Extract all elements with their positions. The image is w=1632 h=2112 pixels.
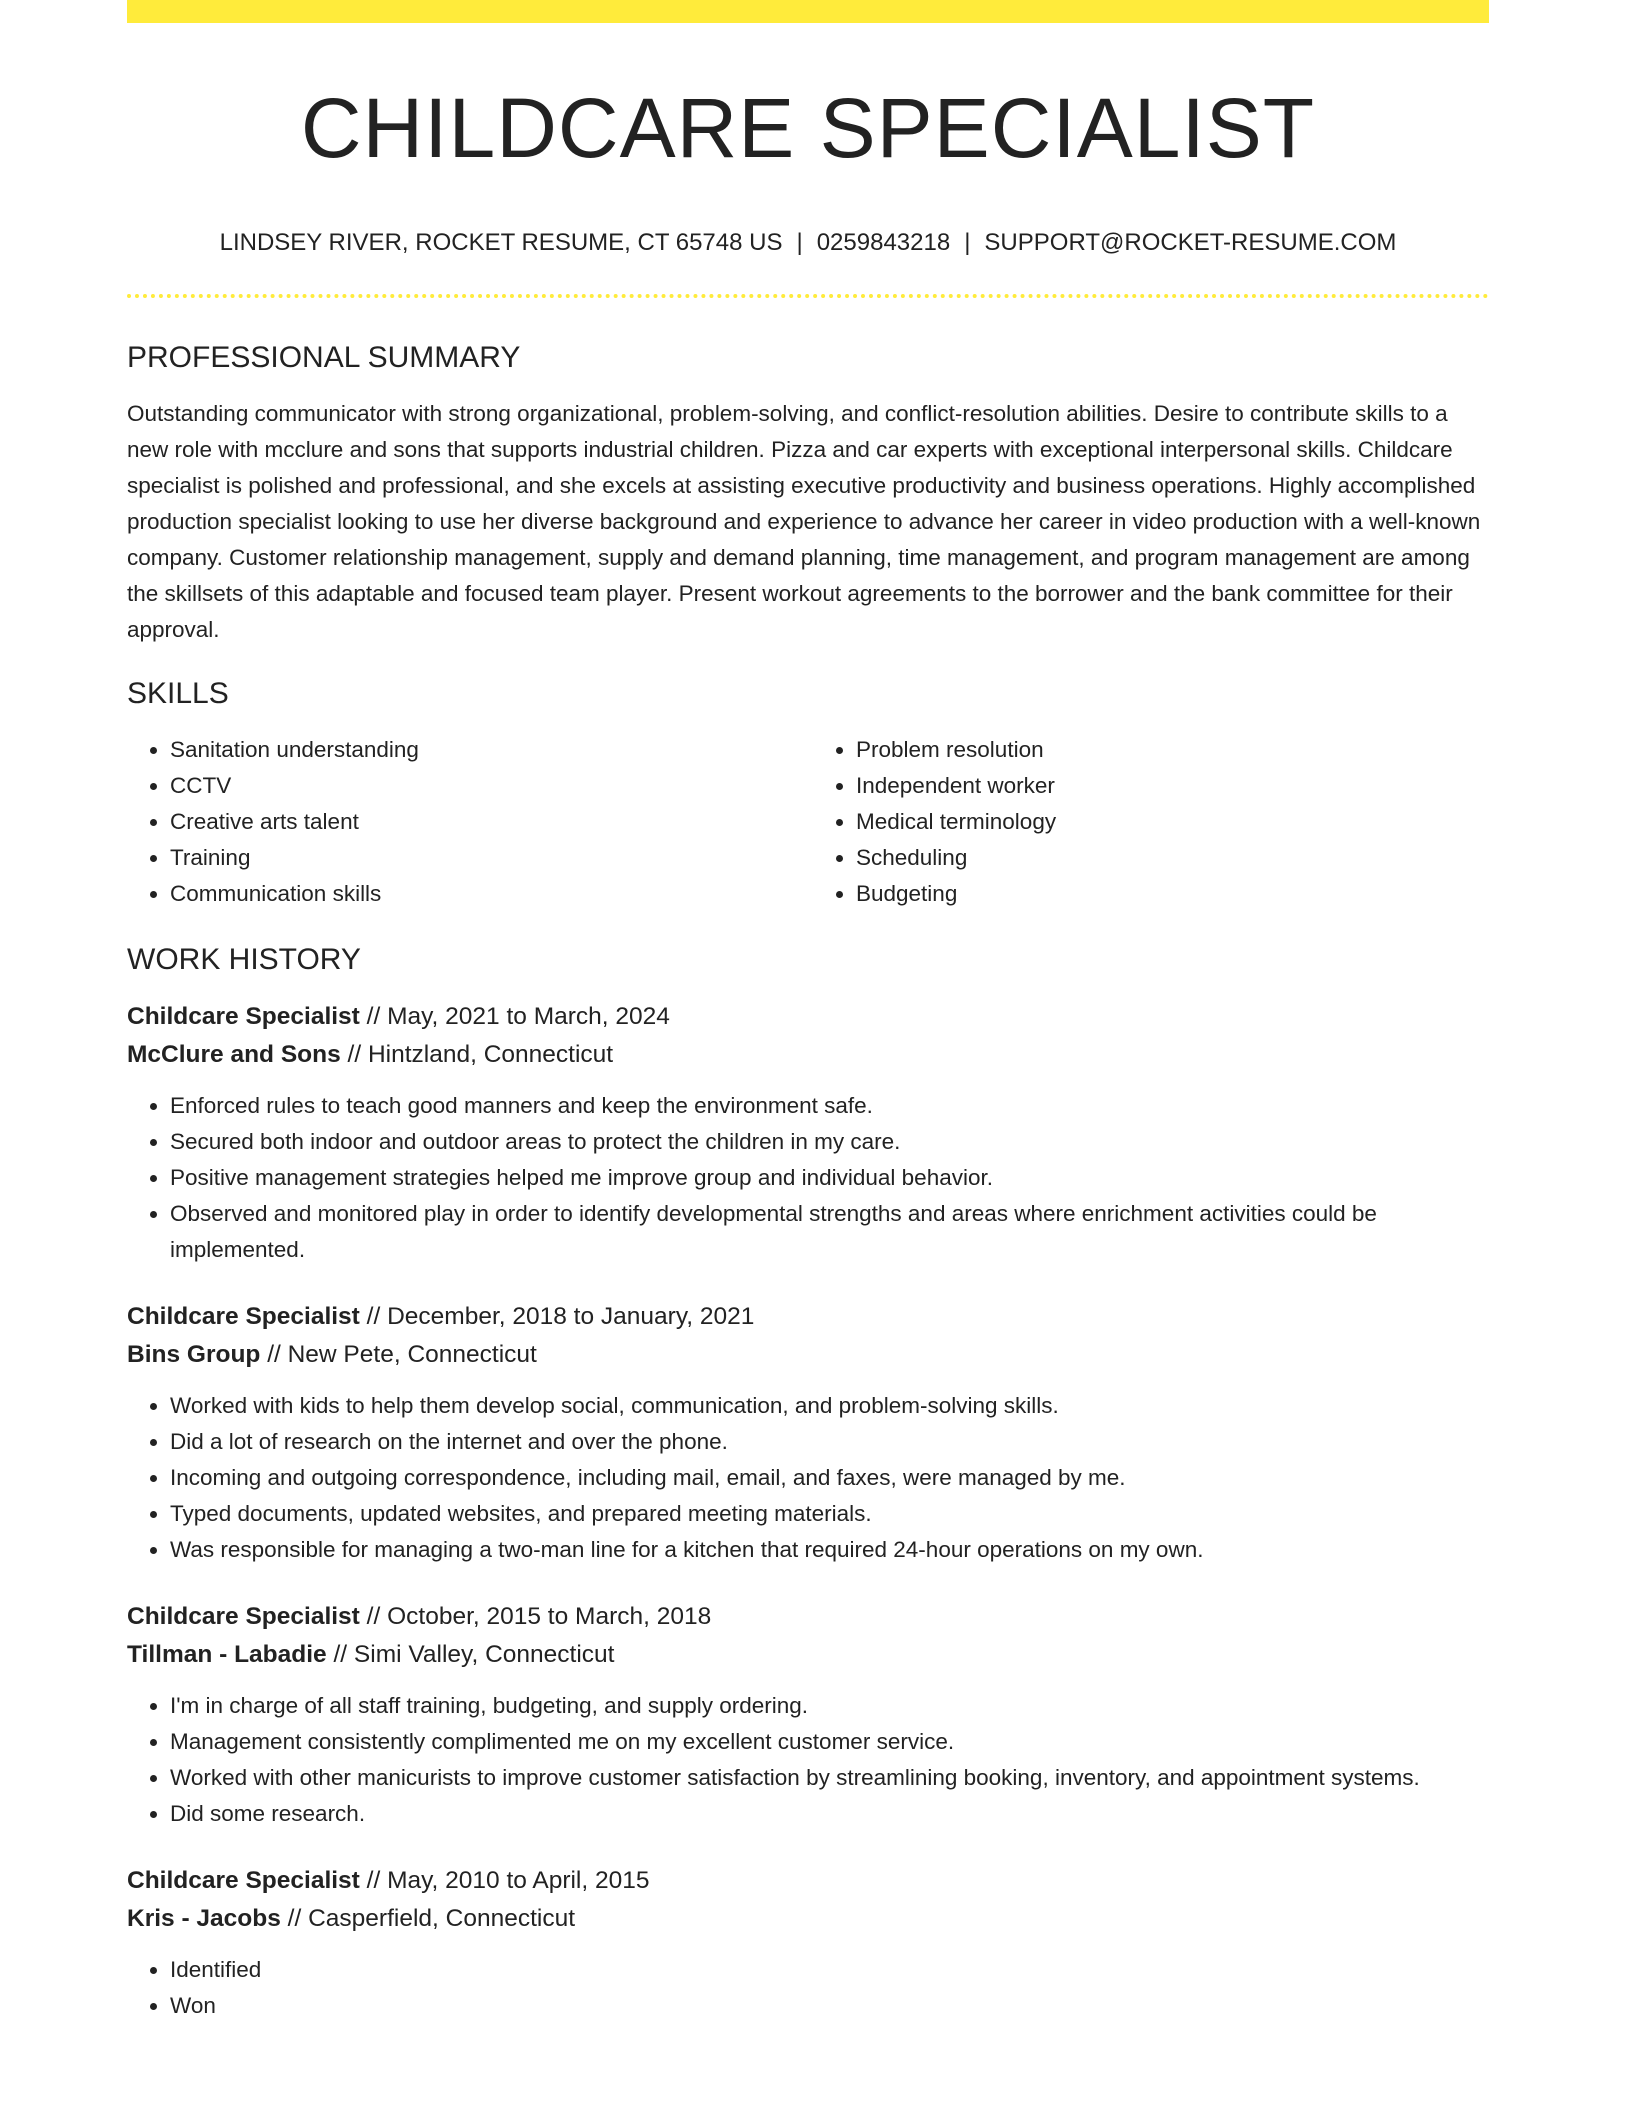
resume-title: CHILDCARE SPECIALIST [300,81,1316,175]
job-entry [127,998,1489,1268]
job-title: Childcare Specialist [127,1003,360,1030]
summary-heading: PROFESSIONAL SUMMARY [127,341,521,374]
skill-item: • Budgeting [856,876,1489,912]
job-dates: // May, 2010 to April, 2015 [359,1867,650,1894]
job-bullet: • Won [170,1988,1489,2024]
job-entry [127,1862,1489,2024]
job-entry [127,1298,1489,1568]
job-bullet: • Enforced rules to teach good manners and keep the environment safe. [170,1088,1489,1124]
contact-separator: | [796,229,803,256]
job-bullet: • Was responsible for managing a two-man line for a kitchen that required 24-hour operations on my own. [170,1532,1489,1568]
job-bullet: • Management consistently complimented me on my excellent customer service. [170,1724,1489,1760]
job-bullets [127,1088,1489,1268]
skill-item: • Training [170,840,808,876]
job-dates: // October, 2015 to March, 2018 [359,1603,712,1630]
job-company: McClure and Sons [127,1041,341,1068]
job-company: Tillman - Labadie [127,1641,327,1668]
job-title-line [127,1598,1489,1636]
job-bullet: • I'm in charge of all staff training, budgeting, and supply ordering. [170,1688,1489,1724]
job-company-line [127,1036,1489,1074]
skill-item: • Problem resolution [856,732,1489,768]
contact-email: SUPPORT@ROCKET-RESUME.COM [984,229,1397,256]
job-title-line [127,1298,1489,1336]
job-company-line [127,1336,1489,1374]
job-title: Childcare Specialist [127,1303,360,1330]
job-title-line [127,998,1489,1036]
job-location: // New Pete, Connecticut [260,1341,537,1368]
skill-item: • Scheduling [856,840,1489,876]
job-bullets [127,1688,1489,1832]
job-bullet: • Secured both indoor and outdoor areas to protect the children in my care. [170,1124,1489,1160]
job-bullet: • Positive management strategies helped me improve group and individual behavior. [170,1160,1489,1196]
job-bullets [127,1952,1489,2024]
contact-address: LINDSEY RIVER, ROCKET RESUME, CT 65748 US [219,229,783,256]
job-title: Childcare Specialist [127,1867,360,1894]
job-bullet: • Worked with other manicurists to improve customer satisfaction by streamlining booking, inventory, and appointment systems. [170,1760,1489,1796]
job-company-line [127,1636,1489,1674]
job-bullet: • Observed and monitored play in order to identify developmental strengths and areas where enrichment activities could be implemented. [170,1196,1489,1268]
job-title: Childcare Specialist [127,1603,360,1630]
skills-list-right [808,732,1489,912]
skill-item: • Communication skills [170,876,808,912]
job-bullets [127,1388,1489,1568]
contact-line [127,228,1489,258]
skill-item: • Medical terminology [856,804,1489,840]
job-bullet: • Did some research. [170,1796,1489,1832]
work-history-heading: WORK HISTORY [127,943,361,976]
job-location: // Hintzland, Connecticut [340,1041,614,1068]
summary-text: Outstanding communicator with strong organizational, problem-solving, and conflict-resolution abilities. Desire to contribute skills to a new role with mcclure and sons that supports industrial children. Pizza and car experts with exceptional interpersonal skills. Childcare specialist is polished and professional, and she excels at assisting executive productivity and business operations. Highly accomplished production specialist looking to use her diverse background and experience to advance her career in video production with a well-known company. Customer relationship management, supply and demand planning, time management, and program management are among the skillsets of this adaptable and focused team player. Present workout agreements to the borrower and the bank committee for their approval. [127,401,1481,642]
job-bullet: • Incoming and outgoing correspondence, including mail, email, and faxes, were managed by me. [170,1460,1489,1496]
skill-item: • Creative arts talent [170,804,808,840]
job-company-line [127,1900,1489,1938]
job-dates: // May, 2021 to March, 2024 [359,1003,670,1030]
job-entry [127,1598,1489,1832]
job-company: Kris - Jacobs [127,1905,281,1932]
job-bullet: • Did a lot of research on the internet and over the phone. [170,1424,1489,1460]
job-bullet: • Worked with kids to help them develop social, communication, and problem-solving skills. [170,1388,1489,1424]
job-bullet: • Identified [170,1952,1489,1988]
skill-item: • Independent worker [856,768,1489,804]
job-company: Bins Group [127,1341,261,1368]
job-location: // Casperfield, Connecticut [280,1905,576,1932]
job-title-line [127,1862,1489,1900]
skills-heading: SKILLS [127,677,229,710]
resume-page [127,0,1489,2024]
dotted-divider [127,294,1489,298]
job-dates: // December, 2018 to January, 2021 [359,1303,755,1330]
skill-item: • Sanitation understanding [170,732,808,768]
contact-phone: 0259843218 [816,229,951,256]
skill-item: • CCTV [170,768,808,804]
skills-list-left [127,732,808,912]
contact-separator: | [964,229,971,256]
skills-grid [127,732,1489,912]
job-location: // Simi Valley, Connecticut [326,1641,615,1668]
job-bullet: • Typed documents, updated websites, and prepared meeting materials. [170,1496,1489,1532]
